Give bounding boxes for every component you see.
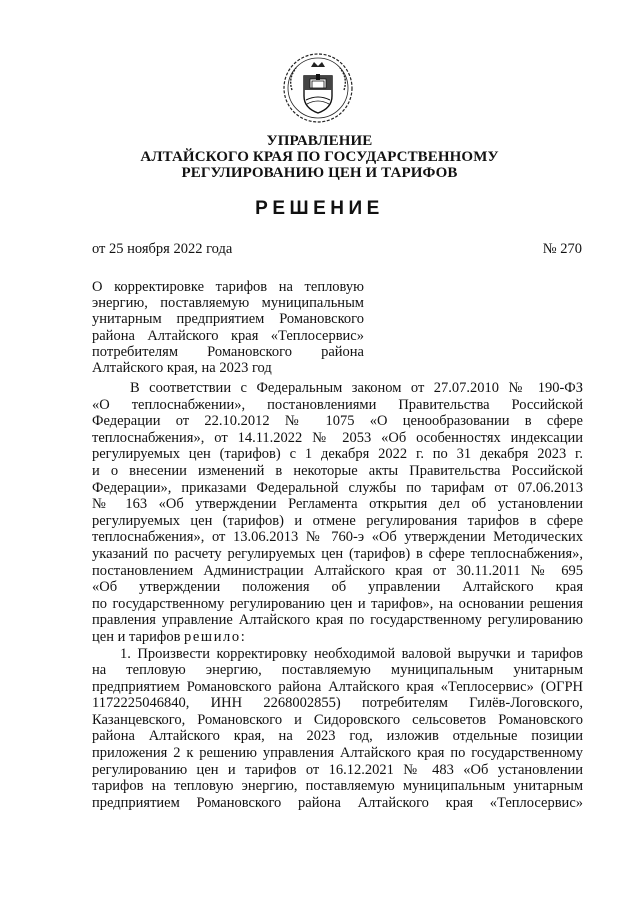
- body-line: № 163 «Об утверждении Регламента открытия дел об установлении: [92, 496, 583, 513]
- body-line: 1. Произвести корректировку необходимой валовой выручки и тарифов: [120, 645, 583, 662]
- body-line: Федерации», приказами Федеральной службы по тарифам от 07.06.2013: [92, 479, 583, 496]
- body-line: предприятием Романовского района Алтайского края «Теплосервис»: [92, 794, 583, 811]
- subject-line: района Алтайского края «Теплосервис»: [92, 327, 364, 344]
- body-line: приложения 2 к решению управления Алтайского края по государственному: [92, 745, 583, 762]
- decided-word: решило: [184, 628, 241, 645]
- body-line: теплоснабжения», от 14.11.2022 № 2053 «Об особенностях индексации: [92, 429, 583, 446]
- coat-of-arms-emblem: [280, 50, 356, 126]
- body-line: регулируемых цен (тарифов) с 1 декабря 2022 г. по 31 декабря 2023 г.: [92, 446, 583, 463]
- body-line: правления управление Алтайского края по государственному регулированию: [92, 612, 583, 629]
- body-line: 1172225046840, ИНН 2268002855) потребителям Гилёв-Логовского,: [92, 695, 583, 712]
- document-date: от 25 ноября 2022 года: [92, 241, 233, 257]
- body-line: на тепловую энергию, поставляемую муниципальным унитарным: [92, 662, 583, 679]
- document-number: № 270: [542, 241, 582, 257]
- body-line: регулированию цен и тарифов от 16.12.2021 № 483 «Об установлении: [92, 761, 583, 778]
- document-subject: [92, 279, 364, 376]
- authority-line-3: РЕГУЛИРОВАНИЮ ЦЕН И ТАРИФОВ: [181, 165, 458, 181]
- body-line: Казанцевского, Романовского и Сидоровского сельсоветов Романовского: [92, 711, 583, 728]
- body-line: предприятием Романовского района Алтайского края «Теплосервис» (ОГРН: [92, 678, 583, 695]
- document-body: [92, 380, 583, 811]
- body-line: «Об утверждении положения об управлении Алтайского края: [92, 579, 583, 596]
- body-line: тарифов на тепловую энергию, поставляемую муниципальным унитарным: [92, 778, 583, 795]
- subject-line: потребителям Романовского района: [92, 343, 364, 360]
- body-line: постановлением Администрации Алтайского края от 30.11.2011 № 695: [92, 562, 583, 579]
- authority-line-1: УПРАВЛЕНИЕ: [266, 133, 373, 149]
- document-title: РЕШЕНИЕ: [255, 198, 384, 219]
- body-line: цен и тарифов решило:: [92, 628, 245, 645]
- authority-line-2: АЛТАЙСКОГО КРАЯ ПО ГОСУДАРСТВЕННОМУ: [140, 149, 499, 165]
- body-line: района Алтайского края, на 2023 год, изложив отдельные позиции: [92, 728, 583, 745]
- body-line: теплоснабжения», от 13.06.2013 № 760-э «Об утверждении Методических: [92, 529, 583, 546]
- body-line-text: цен и тарифов: [92, 628, 181, 645]
- body-line: «О теплоснабжении», постановлениями Правительства Российской: [92, 396, 583, 413]
- subject-line: энергию, поставляемую муниципальным: [92, 295, 364, 312]
- body-line: регулируемых цен (тарифов) и отмене регулирования тарифов в сфере: [92, 512, 583, 529]
- subject-line: Алтайского края, на 2023 год: [92, 360, 272, 377]
- body-line: указаний по расчету регулируемых цен (тарифов) в сфере теплоснабжения»,: [92, 545, 583, 562]
- issuing-authority: [0, 133, 639, 181]
- body-line: по государственному регулированию цен и тарифов», на основании решения: [92, 595, 583, 612]
- subject-line: унитарным предприятием Романовского: [92, 311, 364, 328]
- subject-line: О корректировке тарифов на тепловую: [92, 279, 364, 295]
- body-line: В соответствии с Федеральным законом от 27.07.2010 № 190-ФЗ: [130, 380, 583, 396]
- body-line: и о внесении изменений в некоторые акты Правительства Российской: [92, 462, 583, 479]
- body-line: Федерации от 22.10.2012 № 1075 «О ценообразовании в сфере: [92, 413, 583, 430]
